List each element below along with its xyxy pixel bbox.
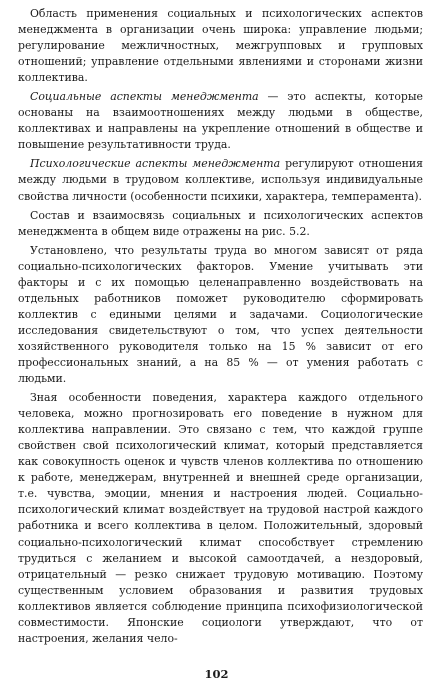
paragraph-social-aspects-text: — это аспекты, которые основаны на взаимоотношениях между людьми в обществе, коллективах и направлены на укрепление отношений в обществе и повышение результативности труда. bbox=[18, 90, 423, 152]
paragraph-social-aspects bbox=[18, 89, 423, 153]
term-social-aspects: Социальные аспекты менеджмента bbox=[30, 90, 259, 104]
paragraph-scope bbox=[18, 6, 423, 86]
paragraph-figure-reference-text: Состав и взаимосвязь социальных и психологических аспектов менеджмента в общем виде отражены на рис. 5.2. bbox=[18, 208, 423, 238]
paragraph-scope-text: Область применения социальных и психологических аспектов менеджмента в организации очень широка: управление людьми; регулирование межличностных, межгрупповых и групповых отношений; управление отдельными явлениями и сторонами жизни коллектива. bbox=[18, 7, 423, 85]
paragraph-psychological-aspects bbox=[18, 156, 423, 204]
term-psychological-aspects: Психологические аспекты менеджмента bbox=[30, 157, 281, 171]
paragraph-psychological-aspects-text: регулируют отношения между людьми в трудовом коллективе, используя индивидуальные свойства личности (особенности психики, характера, темперамента). bbox=[18, 157, 423, 203]
page-body bbox=[18, 6, 423, 647]
page-number: 102 bbox=[204, 667, 229, 681]
paragraph-results-factors-text: Установлено, что результаты труда во многом зависят от ряда социально-психологических факторов. Умение учитывать эти факторы и с их помощью целенаправленно воздействовать на отдельных работников поможет руководителю сформировать коллектив с едиными целями и задачами. Социологические исследования свидетельствуют о том, что успех деятельности хозяйственного руководителя только на 15 % зависит от его профессиональных знаний, а на 85 % — от умения работать с людьми. bbox=[18, 243, 423, 386]
paragraph-figure-reference bbox=[18, 208, 423, 240]
paragraph-psychological-climate bbox=[18, 390, 423, 647]
paragraph-results-factors bbox=[18, 243, 423, 387]
paragraph-psychological-climate-text: Зная особенности поведения, характера каждого отдельного человека, можно прогнозировать его поведение в нужном для коллектива направлении. Это связано с тем, что каждой группе свойствен свой психологический климат, который представляется как совокупность оценок и чувств членов коллектива по отношению к работе, менеджерам, внутренней и внешней среде организации, т.е. чувства, эмоции, мнения и настроения людей. Социально-психологический климат воздействует на трудовой настрой каждого работника и всего коллектива в целом. Положительный, здоровый социально-психологический климат способствует стремлению трудиться с желанием и высокой самоотдачей, а нездоровый, отрицательный — резко снижает трудовую мотивацию. Поэтому существенным условием образования и развития трудовых коллективов является соблюдение принципа психофизиологической совместимости. Японские социологи утверждают, что от настроения, желания чело- bbox=[18, 391, 423, 645]
